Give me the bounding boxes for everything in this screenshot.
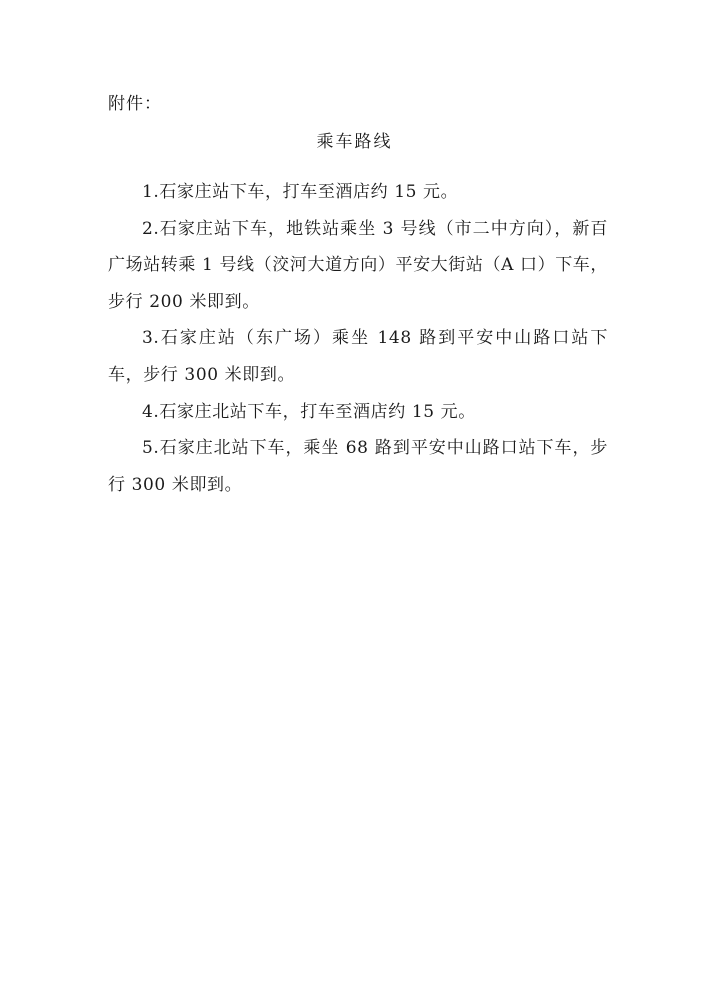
route-item-5: 5.石家庄北站下车，乘坐 68 路到平安中山路口站下车，步行 300 米即到。: [108, 438, 608, 495]
route-list: [108, 174, 608, 503]
attachment-label: 附件：: [108, 94, 162, 114]
route-item-4: 4.石家庄北站下车，打车至酒店约 15 元。: [142, 401, 476, 422]
route-item-2: 2.石家庄站下车，地铁站乘坐 3 号线（市二中方向），新百广场站转乘 1 号线（洨河大道方向）平安大街站（A 口）下车，步行 200 米即到。: [108, 218, 608, 312]
page-title: 乘车路线: [316, 132, 393, 152]
route-item-3: 3.石家庄站（东广场）乘坐 148 路到平安中山路口站下车，步行 300 米即到。: [108, 328, 608, 385]
route-item-1: 1.石家庄站下车，打车至酒店约 15 元。: [142, 182, 459, 202]
